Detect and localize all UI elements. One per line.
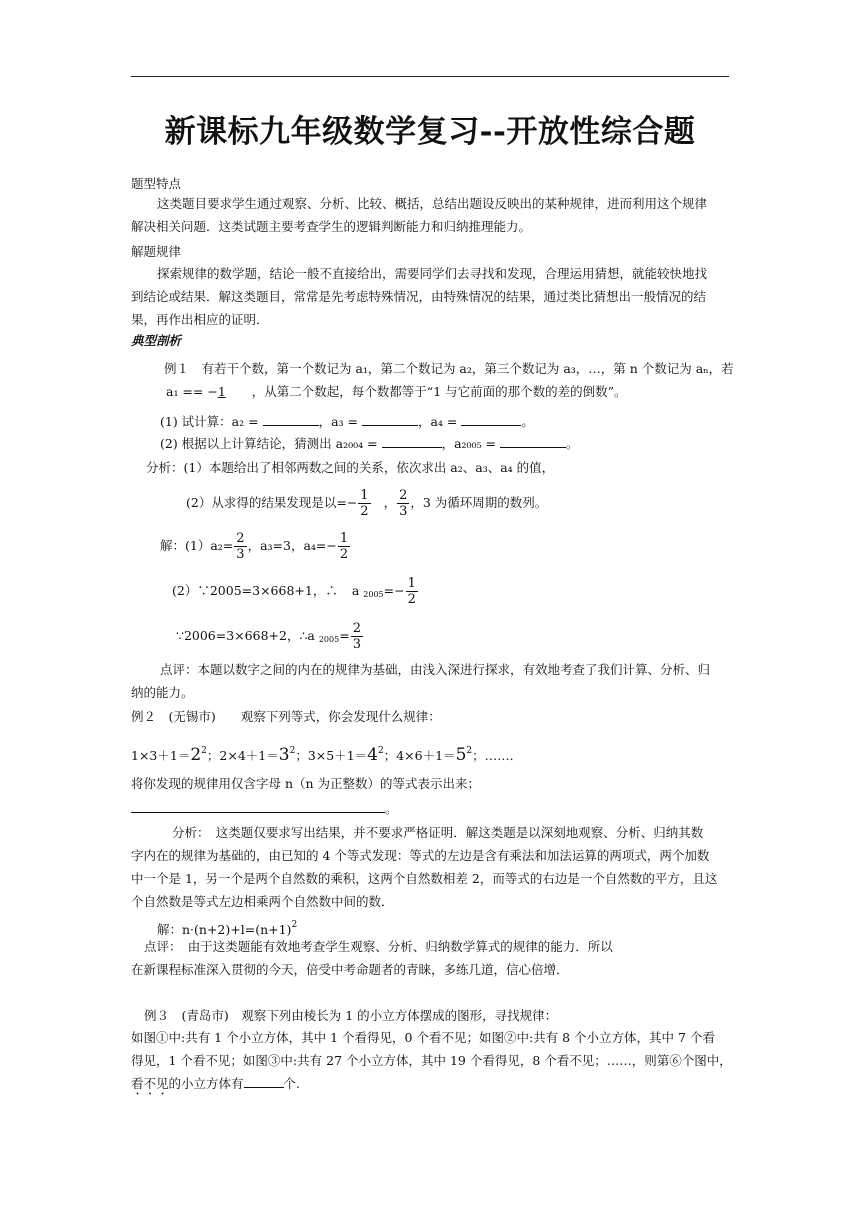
solution-text: (2）∵2005=3×668+1，∴: [172, 583, 338, 598]
fraction-numerator: 1: [339, 531, 349, 546]
page-title: 新课标九年级数学复习--开放性综合题: [164, 114, 696, 150]
fraction-denominator: 2: [407, 592, 416, 607]
analysis-text: (2）从求得的结果发现是以: [186, 495, 337, 510]
superscript: 2: [466, 746, 473, 756]
fraction-denominator: 2: [339, 547, 349, 562]
section-heading-analysis: 典型剖析: [131, 333, 182, 348]
question-text: (2) 根据以上计算结论，猜测出 a₂₀₀₄ =: [160, 436, 382, 451]
analysis-line: 分析： 这类题仅要求写出结果，并不要求严格证明．解这类题是以深刻地观察、分析、归纳其数: [172, 825, 704, 840]
example3-line: 得见，1 个看不见；如图③中:共有 27 个小立方体，其中 19 个看得见，8 个看不见；……，则第⑥个图中，: [131, 1053, 732, 1068]
fraction: [397, 488, 409, 519]
fraction: [338, 531, 350, 562]
top-rule: [131, 76, 729, 77]
fraction: [358, 488, 370, 519]
question-text: (1) 试计算：a₂ =: [160, 414, 263, 429]
analysis-text: ，3 为循环周期的数列。: [410, 495, 548, 510]
equation-text: 1×3＋1＝: [131, 748, 191, 763]
equation-base: 2: [190, 745, 202, 765]
example2-equations: [131, 740, 522, 767]
minus-sign: =−: [383, 583, 405, 598]
example1-line: 例１ 有若干个数，第一个数记为 a₁，第二个数记为 a₂，第三个数记为 a₃，…，第 n 个数记为 aₙ，若: [164, 361, 734, 376]
fraction-numerator: 1: [217, 384, 226, 399]
example2-task: 将你发现的规律用仅含字母 n（n 为正整数）的等式表示出来；: [131, 776, 481, 791]
solution-text: ，a₃=3，a₄=: [247, 538, 327, 553]
question-text: 的小立方体有: [168, 1076, 244, 1091]
solution-text: 解：(1）a₂=: [160, 538, 234, 553]
example1-condition: [166, 384, 627, 400]
section-heading-rules: 解题规律: [131, 244, 182, 259]
solution-line-2: [172, 572, 419, 614]
question-text: ，a₂₀₀₅ =: [441, 436, 500, 451]
fraction-numerator: 2: [352, 621, 361, 636]
example1-condition-text: a₁ ==: [166, 384, 208, 399]
fraction: [406, 576, 418, 607]
superscript: 2: [201, 746, 207, 756]
equation-text: ；3×5＋1＝: [295, 748, 368, 763]
question-2: [160, 436, 579, 452]
fraction-denominator: 3: [352, 637, 361, 652]
minus-sign: −: [326, 538, 337, 553]
emphasis-text: 看不见: [131, 1076, 169, 1091]
fraction-numerator: 1: [407, 576, 416, 591]
solution-text: 解：n·(n+2)+l=(n+1): [157, 922, 292, 937]
subscript: 2005: [363, 590, 384, 599]
analysis-line: 个自然数是等式左边相乘两个自然数中间的数．: [131, 894, 394, 909]
equation-base: 3: [278, 745, 290, 765]
comment-line: 点评：本题以数字之间的内在的规律为基础，由浅入深进行探求，有效地考查了我们计算、分析、归: [160, 662, 711, 677]
question-text: ，a₃ =: [318, 414, 362, 429]
subscript: 2005: [318, 635, 340, 644]
equation-text: ；4×6＋1＝: [383, 748, 456, 763]
comment-line: 点评： 由于这类题能有效地考查学生观察、分析、归纳数学算式的规律的能力．所以: [144, 939, 613, 954]
example3-line: 如图①中:共有 1 个小立方体，其中 1 个看得见，0 个看不见；如图②中:共有 8 个小立方体，其中 7 个看: [131, 1030, 715, 1045]
punctuation: 。: [385, 801, 398, 816]
fraction: [351, 621, 363, 652]
superscript: 2: [291, 920, 298, 930]
answer-blank: [461, 415, 521, 426]
answer-blank: [263, 415, 319, 426]
fraction-numerator: 1: [360, 488, 369, 503]
fraction-numerator: 2: [236, 531, 245, 546]
answer-blank: [382, 437, 442, 448]
analysis-cycle-line: (2）从求得的结果发现是以=− $\frac{1}{2}$ ， $\frac{2}{3}$ ，3 为循环周期的数列。: [186, 488, 548, 519]
answer-blank: [131, 802, 385, 813]
solution-text: ∵2006=3×668+2，∴a: [176, 628, 315, 643]
section-heading-features: 题型特点: [131, 176, 182, 191]
analysis-line: 中一个是 1，另一个是两个自然数的乘积，这两个自然数相差 2，而等式的右边是一个自然数的平方，且这: [131, 871, 718, 886]
answer-blank: [244, 1077, 284, 1088]
fraction-numerator: 2: [399, 488, 408, 503]
equation-text: ；2×4＋1＝: [206, 748, 279, 763]
minus-sign: −: [207, 384, 218, 399]
fraction-denominator: 3: [236, 547, 245, 562]
question-text: 。: [521, 414, 534, 429]
fraction-denominator: 2: [360, 504, 369, 519]
solution-text: =: [339, 628, 350, 643]
example2-answer-line: [131, 801, 398, 817]
paragraph-line: 解决相关问题．这类试题主要考查学生的逻辑判断能力和归纳推理能力。: [131, 219, 532, 234]
superscript: 2: [377, 746, 384, 756]
equation-base: 4: [367, 745, 378, 765]
question-text: ，a₄ =: [417, 414, 462, 429]
equation-base: 5: [455, 745, 467, 765]
answer-blank: [500, 437, 566, 448]
solution-line-3: [176, 617, 364, 659]
example1-condition-text: ，从第二个数起，每个数都等于“1 与它前面的那个数的差的倒数”。: [251, 384, 627, 399]
analysis-line: 分析：(1）本题给出了相邻两数之间的关系，依次求出 a₂、a₃、a₄ 的值，: [146, 460, 555, 475]
superscript: 2: [289, 746, 296, 756]
minus-sign: =−: [336, 495, 358, 510]
paragraph-line: 探索规律的数学题，结论一般不直接给出，需要同学们去寻找和发现，合理运用猜想，就能较快地找: [157, 266, 708, 281]
equation-text: ；……．: [472, 748, 523, 763]
paragraph-line: 果，再作出相应的证明．: [131, 312, 269, 327]
answer-blank: [362, 415, 418, 426]
question-text: 个.: [283, 1076, 301, 1091]
solution-line: [157, 917, 297, 938]
paragraph-line: 到结论或结果．解这类题目，常常是先考虑特殊情况，由特殊情况的结果，通过类比猜想出一般情况的结: [131, 289, 707, 304]
question-1: [160, 414, 534, 430]
example3-heading: 例３ (青岛市) 观察下列由棱长为 1 的小立方体摆成的图形，寻找规律：: [144, 1008, 558, 1023]
comment-line: 在新课程标准深入贯彻的今天，倍受中考命题者的青睐，多练几道，信心倍增．: [131, 962, 569, 977]
analysis-line: 字内在的规律为基础的，由已知的 4 个等式发现：等式的左边是含有乘法和加法运算的两项式，两个加数: [131, 848, 710, 863]
comment-line: 纳的能力。: [131, 685, 194, 700]
question-text: 。: [566, 436, 579, 451]
solution-line-1: [160, 527, 351, 565]
solution-text: a: [351, 583, 360, 598]
example2-heading: 例２ (无锡市) 观察下列等式，你会发现什么规律：: [131, 709, 441, 724]
paragraph-line: 这类题目要求学生通过观察、分析、比较、概括，总结出题设反映出的某种规律，进而利用这个规律: [157, 196, 708, 211]
fraction-denominator: 3: [399, 504, 408, 519]
fraction: [234, 531, 246, 562]
example3-question: [131, 1076, 300, 1098]
